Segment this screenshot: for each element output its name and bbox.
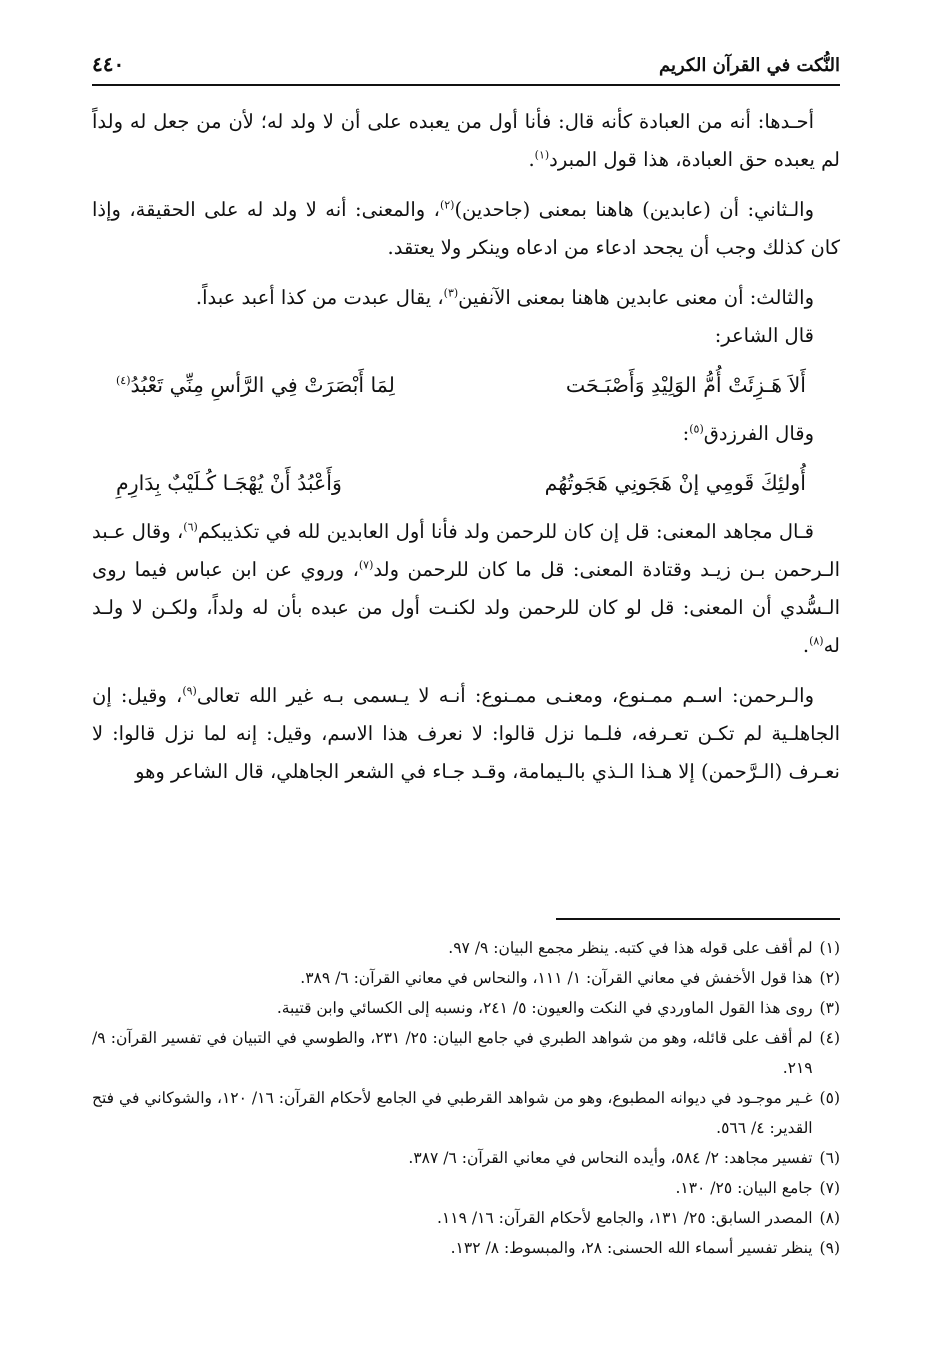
page-number: ٤٤٠	[92, 52, 125, 76]
footnote-rule	[556, 918, 840, 920]
footnote-item: (١) لم أقف على قوله هذا في كتبه. ينظر مجمع البيان: ٩/ ٩٧.	[448, 939, 840, 957]
verse-hemistich-second: وَأَعْبُدُ أَنْ يُهْجَـا كُـلَيْبٌ بِدَارِمِ	[116, 471, 342, 495]
footnote-item: (٩) ينظر تفسير أسماء الله الحسنى: ٢٨، والمبسوط: ٨/ ١٣٢.	[450, 1239, 840, 1257]
footnote-item: (٦) تفسير مجاهد: ٢/ ٥٨٤، وأيده النحاس في معاني القرآن: ٦/ ٣٨٧.	[408, 1149, 840, 1167]
verse-hemistich-second: لِمَا أَبْصَرَتْ فِي الرَّأسِ مِنِّي تَعْبُدُ$^{(٤)}$	[116, 373, 395, 397]
poetry-verse-2	[92, 461, 840, 505]
paragraph-first-opinion: أحـدها: أنه من العبادة كأنه قال: فأنا أول من يعبده على أن لا ولد له؛ لأن من جعل له ولداً لم يعبده حق العبادة، هذا قول المبرد$^{(١)}$.	[92, 110, 840, 171]
running-header	[92, 40, 840, 82]
paragraph-second-opinion: والـثاني: أن (عابدين) هاهنا بمعنى (جاحدين)$^{(٢)}$، والمعنى: أنه لا ولد له على الحقيقة، وإذا كان كذلك وجب أن يجحد ادعاء من ادعاه وينكر ولا يعتقد.	[92, 198, 840, 259]
footnote-item: (٤) لم أقف على قائله، وهو من شواهد الطبري في جامع البيان: ٢٥/ ٢٣١، والطوسي في التبيان في تفسير القرآن: ٩/ ٢١٩.	[92, 1029, 840, 1077]
verse-hemistich-first: أُولئِكَ قَومِي إنْ هَجَونِي هَجَوتُهُم	[544, 471, 806, 495]
footnote-item: (٥) غـير موجـود في ديوانه المطبوع، وهو من شواهد القرطبي في الجامع لأحكام القرآن: ١٦/ ١٢٠، والشوكاني في فتح القدير: ٤/ ٥٦٦.	[92, 1089, 840, 1137]
footnote-ref: (٧)	[358, 558, 374, 572]
footnote-item: (٨) المصدر السابق: ٢٥/ ١٣١، والجامع لأحكام القرآن: ١٦/ ١١٩.	[436, 1209, 840, 1227]
footnotes	[92, 933, 840, 1263]
paragraph-third-opinion: والثالث: أن معنى عابدين هاهنا بمعنى الآنفين$^{(٣)}$، يقال عبدت من كذا أعبد عبداً.	[195, 286, 814, 309]
footnote-ref: (٥)	[689, 422, 704, 436]
footnote-ref: (٤)	[116, 374, 131, 388]
footnote-ref: (٦)	[183, 520, 198, 534]
footnote-item: (٢) هذا قول الأخفش في معاني القرآن: ١/ ١١١، والنحاس في معاني القرآن: ٦/ ٣٨٩.	[300, 969, 840, 987]
footnote-item: (٣) روى هذا القول الماوردي في النكت والعيون: ٥/ ٢٤١، ونسبه إلى الكسائي وابن قتيبة.	[276, 999, 840, 1017]
poet-intro-2: وقال الفرزدق$^{(٥)}$:	[682, 422, 814, 445]
footnote-ref: (١)	[534, 148, 550, 162]
footnote-ref: (٨)	[809, 634, 824, 648]
poet-intro-1: قال الشاعر:	[714, 324, 814, 347]
footnote-ref: (٩)	[182, 684, 197, 698]
paragraph-rahman: والـرحمن: اسـم ممـنوع، ومعنـى ممـنوع: أنـه لا يـسمى بـه غير الله تعالى$^{(٩)}$، وقيل: إن الجاهلـية لم تكـن تعـرفه، فلـما نزل قالوا: لا نعرف هذا الاسم، وقيل: إنه لما نزل قالوا: لا نعـرف (الـرَّحمن) إلا هـذا الـذي بالـيمامة، وقـد جـاء في الشعر الجاهلي، قال الشاعر وهو	[92, 684, 840, 783]
header-rule	[92, 84, 840, 86]
main-text	[92, 103, 840, 803]
footnote-ref: (٣)	[443, 286, 459, 300]
footnote-item: (٧) جامع البيان: ٢٥/ ١٣٠.	[675, 1179, 840, 1197]
poetry-verse-1	[92, 363, 840, 407]
footnote-ref: (٢)	[439, 198, 455, 212]
paragraph-mujahid: قـال مجاهد المعنى: قل إن كان للرحمن ولد فأنا أول العابدين لله في تكذيبكم$^{(٦)}$، وقال عـبد الـرحمن بـن زيـد وقتادة المعنى: قل ما كان للرحمن ولد$^{(٧)}$، وروي عن ابن عباس فيما روى الـسُّدي أن المعنى: قل لو كان للرحمن ولد لكنـت أول من عبده بأن له ولداً، ولكـن لا ولـد له$^{(٨)}$.	[92, 520, 840, 657]
verse-hemistich-first: أَلاَ هَـزِئَتْ أُمُّ الوَلِيْدِ وَأَصْبَـحَت	[565, 373, 806, 397]
book-title: النُّكت في القرآن الكريم	[658, 55, 840, 76]
